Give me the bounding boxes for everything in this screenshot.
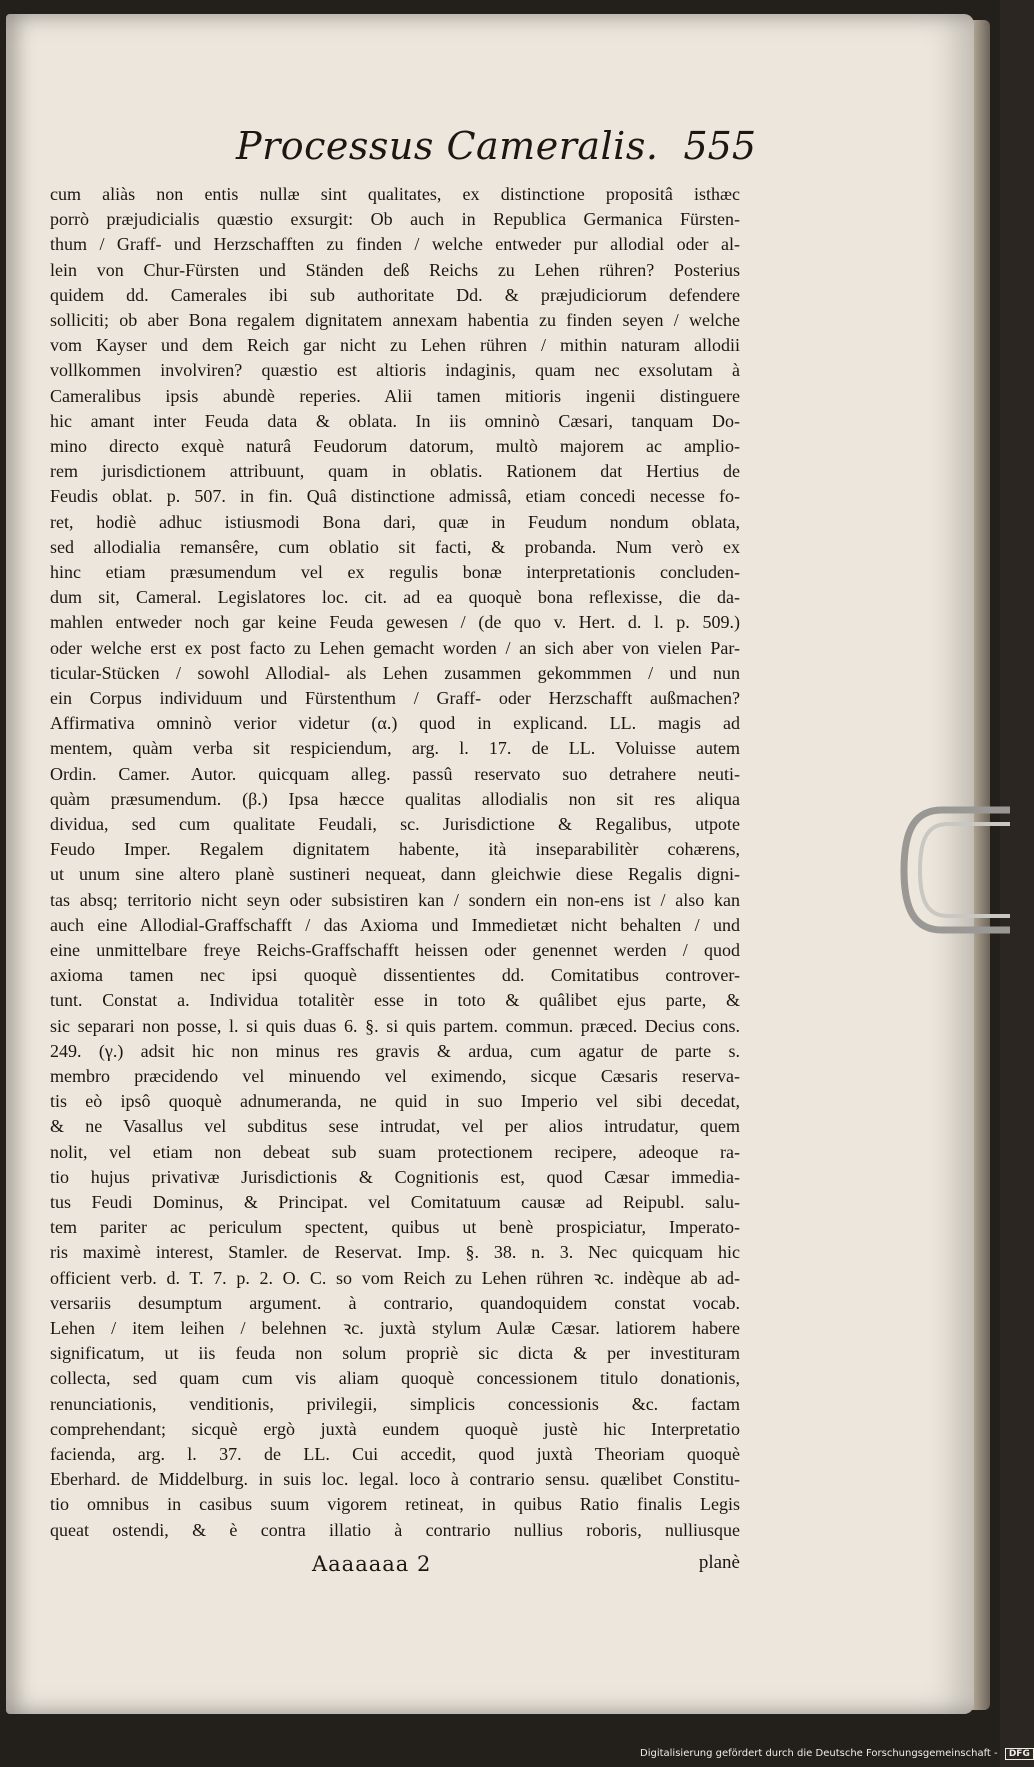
text-line: thum / Graff- und Herzschafften zu finden / welche entweder pur allodial oder al-: [50, 234, 740, 255]
signature-line: [50, 1552, 740, 1586]
text-line: mentem, quàm verba sit respiciendum, arg. l. 17. de LL. Voluisse autem: [50, 738, 740, 759]
text-line: quidem dd. Camerales ibi sub authoritate Dd. & præjudiciorum defendere: [50, 284, 740, 305]
text-line: ein Corpus individuum und Fürstenthum / Graff- oder Herzschafft außmachen?: [50, 688, 740, 708]
text-line: dum sit, Cameral. Legislatores loc. cit. ad ea quoquè bona reflexisse, die da-: [50, 587, 740, 608]
text-line: Ordin. Camer. Autor. quicquam alleg. passû reservato suo detrahere neuti-: [50, 763, 740, 784]
text-line: mino directo exquè naturâ Feudorum datorum, multò majorem ac amplio-: [50, 436, 740, 456]
text-line: significatum, ut iis feuda non solum propriè sic dicta & per investituram: [50, 1343, 740, 1364]
text-line: officient verb. d. T. 7. p. 2. O. C. so vom Reich zu Lehen rühren ꝛc. indèque ab ad-: [50, 1267, 740, 1288]
text-line: Lehen / item leihen / belehnen ꝛc. juxtà stylum Aulæ Cæsar. latiorem habere: [50, 1318, 740, 1338]
text-line: lein von Chur-Fürsten und Ständen deß Reichs zu Lehen rühren? Posterius: [50, 259, 740, 280]
text-line: tus Feudi Dominus, & Principat. vel Comitatuum causæ ad Reipubl. salu-: [50, 1192, 740, 1212]
text-line: Eberhard. de Middelburg. in suis loc. legal. loco à contrario sensu. quælibet Constitu-: [50, 1469, 740, 1490]
text-line: ut unum sine altero planè sustineri nequeat, dann gleichwie diese Regalis digni-: [50, 864, 740, 885]
text-line: dividua, sed cum qualitate Feudali, sc. Jurisdictione & Regalibus, utpote: [50, 814, 740, 834]
text-line: ris maximè interest, Stamler. de Reservat. Imp. §. 38. n. 3. Nec quicquam hic: [50, 1242, 740, 1263]
text-line: tem pariter ac periculum spectent, quibus ut benè prospiciatur, Imperato-: [50, 1217, 740, 1238]
text-line: membro præcidendo vel minuendo vel eximendo, sicque Cæsaris reserva-: [50, 1066, 740, 1086]
text-line: Cameralibus ipsis abundè reperies. Alii tamen mitioris ingenii distinguere: [50, 385, 740, 406]
text-line: comprehendant; sicquè ergò juxtà eundem quoquè justè hic Interpretatio: [50, 1418, 740, 1439]
text-line: tas absq; territorio nicht seyn oder subsistiren kan / sondern ein non-ens ist / also kan: [50, 889, 740, 910]
book-page: [6, 14, 974, 1714]
page-header: [236, 124, 756, 180]
text-line: oder welche erst ex post facto zu Lehen gemacht worden / an sich aber von vielen Par-: [50, 637, 740, 658]
text-line: nolit, vel etiam non debeat sub suam protectionem recipere, adeoque ra-: [50, 1141, 740, 1162]
text-line: Affirmativa omninò verior videtur (α.) quod in explicand. LL. magis ad: [50, 713, 740, 734]
text-line: ret, hodiè adhuc istiusmodi Bona dari, quæ in Feudum nondum oblata,: [50, 511, 740, 532]
text-line: versariis desumptum argument. à contrario, quandoquidem constat vocab.: [50, 1292, 740, 1313]
text-line: auch eine Allodial-Graffschafft / das Axioma und Immedietæt nicht behalten / und: [50, 914, 740, 935]
running-title: Processus Cameralis.: [236, 124, 659, 168]
text-line: Feudis oblat. p. 507. in fin. Quâ distinctione admissâ, etiam concedi necesse fo-: [50, 486, 740, 507]
signature-mark: Aaaaaaa 2: [312, 1552, 432, 1576]
text-line: ticular-Stücken / sowohl Allodial- als Lehen zusammen gekommmen / und nun: [50, 662, 740, 683]
page-clip-icon: [902, 808, 1012, 938]
text-line: porrò præjudicialis quæstio exsurgit: Ob auch in Republica Germanica Fürsten-: [50, 209, 740, 230]
text-line: rem jurisdictionem attribuunt, quam in oblatis. Rationem dat Hertius de: [50, 461, 740, 482]
text-line: eine unmittelbare freye Reichs-Graffschafft heissen oder genennet werden / quod: [50, 940, 740, 960]
text-line: sed allodialia remansêre, cum oblatio sit facti, & probanda. Num verò ex: [50, 536, 740, 557]
text-line: tio hujus privativæ Jurisdictionis & Cognitionis est, quod Cæsar immedia-: [50, 1166, 740, 1187]
text-line: axioma tamen nec ipsi quoquè dissentientes dd. Comitatibus controver-: [50, 965, 740, 986]
text-line: hinc etiam præsumendum vel ex regulis bonæ interpretationis concluden-: [50, 562, 740, 582]
text-line: facienda, arg. l. 37. de LL. Cui accedit, quod juxtà Theoriam quoquè: [50, 1444, 740, 1464]
text-line: renunciationis, venditionis, privilegii, simplicis concessionis &c. factam: [50, 1393, 740, 1414]
page-number: 555: [683, 124, 756, 168]
text-line: queat ostendi, & è contra illatio à contrario nullius roboris, nulliusque: [50, 1519, 740, 1540]
text-line: vom Kayser und dem Reich gar nicht zu Lehen rühren / mithin naturam allodii: [50, 335, 740, 356]
text-line: cum aliàs non entis nullæ sint qualitates, ex distinctione propositâ isthæc: [50, 184, 740, 204]
dfg-logo: DFG: [1005, 1748, 1034, 1760]
text-line: sic separari non posse, l. si quis duas 6. §. si quis partem. commun. præced. Decius cons.: [50, 1015, 740, 1036]
catchword: planè: [698, 1552, 740, 1573]
text-block: [50, 179, 740, 1549]
text-line: quàm præsumendum. (β.) Ipsa hæcce qualitas allodialis non sit res aliqua: [50, 788, 740, 809]
text-line: tunt. Constat a. Individua totalitèr esse in toto & quâlibet ejus parte, &: [50, 990, 740, 1011]
text-line: 249. (γ.) adsit hic non minus res gravis & ardua, cum agatur de parte s.: [50, 1040, 740, 1061]
text-line: & ne Vasallus vel subditus sese intrudat, vel per alios intrudatur, quem: [50, 1116, 740, 1137]
text-line: tio omnibus in casibus suum vigorem retineat, in quibus Ratio finalis Legis: [50, 1494, 740, 1515]
text-line: hic amant inter Feuda data & oblata. In iis omninò Cæsari, tanquam Do-: [50, 410, 740, 431]
text-line: tis eò ipsô quoquè adnumeranda, ne quid in suo Imperio vel sibi decedat,: [50, 1091, 740, 1112]
text-line: vollkommen involviren? quæstio est altioris indaginis, quam nec exsolutam à: [50, 360, 740, 381]
credit-text: Digitalisierung gefördert durch die Deutsche Forschungsgemeinschaft -: [640, 1748, 998, 1759]
footer-credit: [640, 1748, 1030, 1764]
text-line: mahlen entweder noch gar keine Feuda gewesen / (de quo v. Hert. d. l. p. 509.): [50, 612, 740, 633]
text-line: solliciti; ob aber Bona regalem dignitatem annexam habentia zu finden seyen / welche: [50, 310, 740, 330]
text-line: collecta, sed quam cum vis aliam quoquè concessionem titulo donationis,: [50, 1368, 740, 1389]
text-line: Feudo Imper. Regalem dignitatem habente, ità inseparabilitèr cohærens,: [50, 839, 740, 860]
